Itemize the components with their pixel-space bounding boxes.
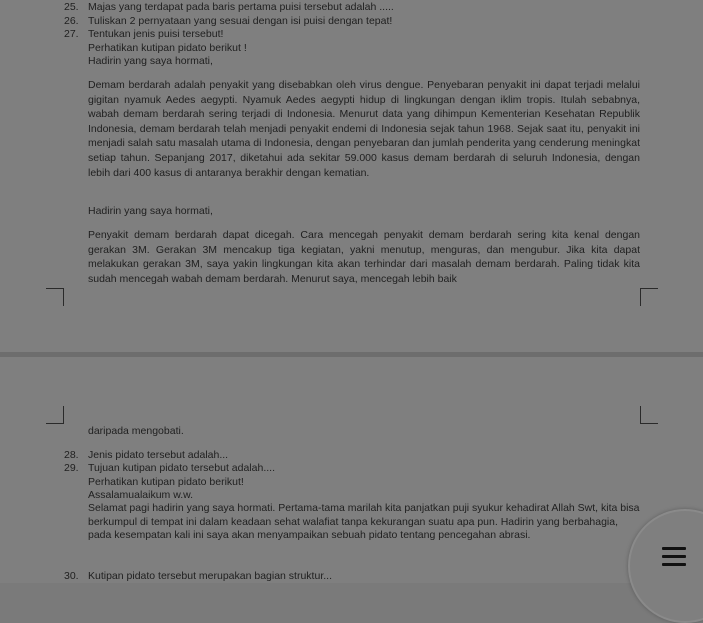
speech-paragraph-2: Penyakit demam berdarah dapat dicegah. Cara mencegah penyakit demam berdarah sering kita kenal dengan gerakan 3M. Gerakan 3M mencakup tiga kegiatan, yakni menutup, menguras, dan mengubur. Jika kita dapat melakukan gerakan 3M, saya yakin lingkungan kita akan terhindar dari masalah demam berdarah. Paling tidak kita sudah mencegah wabah demam berdarah. Menurut saya, mencegah lebih baik	[88, 229, 640, 285]
hamburger-menu-icon[interactable]	[662, 547, 686, 567]
question-29-text: Tujuan kutipan pidato tersebut adalah....	[88, 462, 275, 474]
speech-paragraph-3: Selamat pagi hadirin yang saya hormati. Pertama-tama marilah kita panjatkan puji syukur kehadirat Allah Swt, kita bisa berkumpul di tempat ini dalam keadaan sehat walafiat tanpa kekurangan suatu apa pun. Hadirin yang berbahagia, pada kesempatan kali ini saya akan menyampaikan sebuah pidato tentang pencegahan abrasi.	[88, 502, 640, 541]
crop-mark-bottom-right	[640, 406, 658, 424]
crop-mark-top-right	[640, 288, 658, 306]
question-28-text: Jenis pidato tersebut adalah...	[88, 449, 229, 461]
speech-salam: Assalamualaikum w.w.	[88, 489, 194, 501]
question-27-text: Tentukan jenis puisi tersebut!	[88, 28, 224, 40]
question-29-number: 29.	[64, 462, 79, 474]
crop-mark-bottom-left	[46, 406, 64, 424]
speech-continuation: daripada mengobati.	[88, 425, 184, 437]
crop-mark-top-left	[46, 288, 64, 306]
speech-instruction-2: Perhatikan kutipan pidato berikut!	[88, 476, 244, 488]
speech-greeting-2: Hadirin yang saya hormati,	[88, 205, 213, 217]
speech-paragraph-1: Demam berdarah adalah penyakit yang disebabkan oleh virus dengue. Penyebaran penyakit ini dapat terjadi melalui gigitan nyamuk Aedes aegypti. Nyamuk Aedes aegypti hidup di lingkungan dengan iklim tropis. Itulah sebabnya, wabah demam berdarah sering terjadi di Indonesia. Menurut data yang dihimpun Kementerian Kesehatan Republik Indonesia, demam berdarah telah menjadi penyakit endemi di Indonesia sejak tahun 1968. Sejak saat itu, penyakit ini menjadi salah satu masalah utama di Indonesia, dengan penyebaran dan jumlah penderita yang cenderung meningkat setiap tahun. Sepanjang 2017, diketahui ada sekitar 59.000 kasus demam berdarah di seluruh Indonesia, dengan lebih dari 400 kasus di antaranya berakhir dengan kematian.	[88, 79, 640, 179]
question-30-text: Kutipan pidato tersebut merupakan bagian struktur...	[88, 570, 332, 582]
question-25-text: Majas yang terdapat pada baris pertama puisi tersebut adalah .....	[88, 1, 394, 13]
question-25-number: 25.	[64, 1, 79, 13]
question-28-number: 28.	[64, 449, 79, 461]
speech-greeting: Hadirin yang saya hormati,	[88, 55, 213, 67]
question-30-number: 30.	[64, 570, 79, 582]
question-26-number: 26.	[64, 15, 79, 27]
document-page-2	[0, 357, 703, 583]
speech-instruction: Perhatikan kutipan pidato berikut !	[88, 42, 247, 54]
question-27-number: 27.	[64, 28, 79, 40]
question-26-text: Tuliskan 2 pernyataan yang sesuai dengan isi puisi dengan tepat!	[88, 15, 393, 27]
